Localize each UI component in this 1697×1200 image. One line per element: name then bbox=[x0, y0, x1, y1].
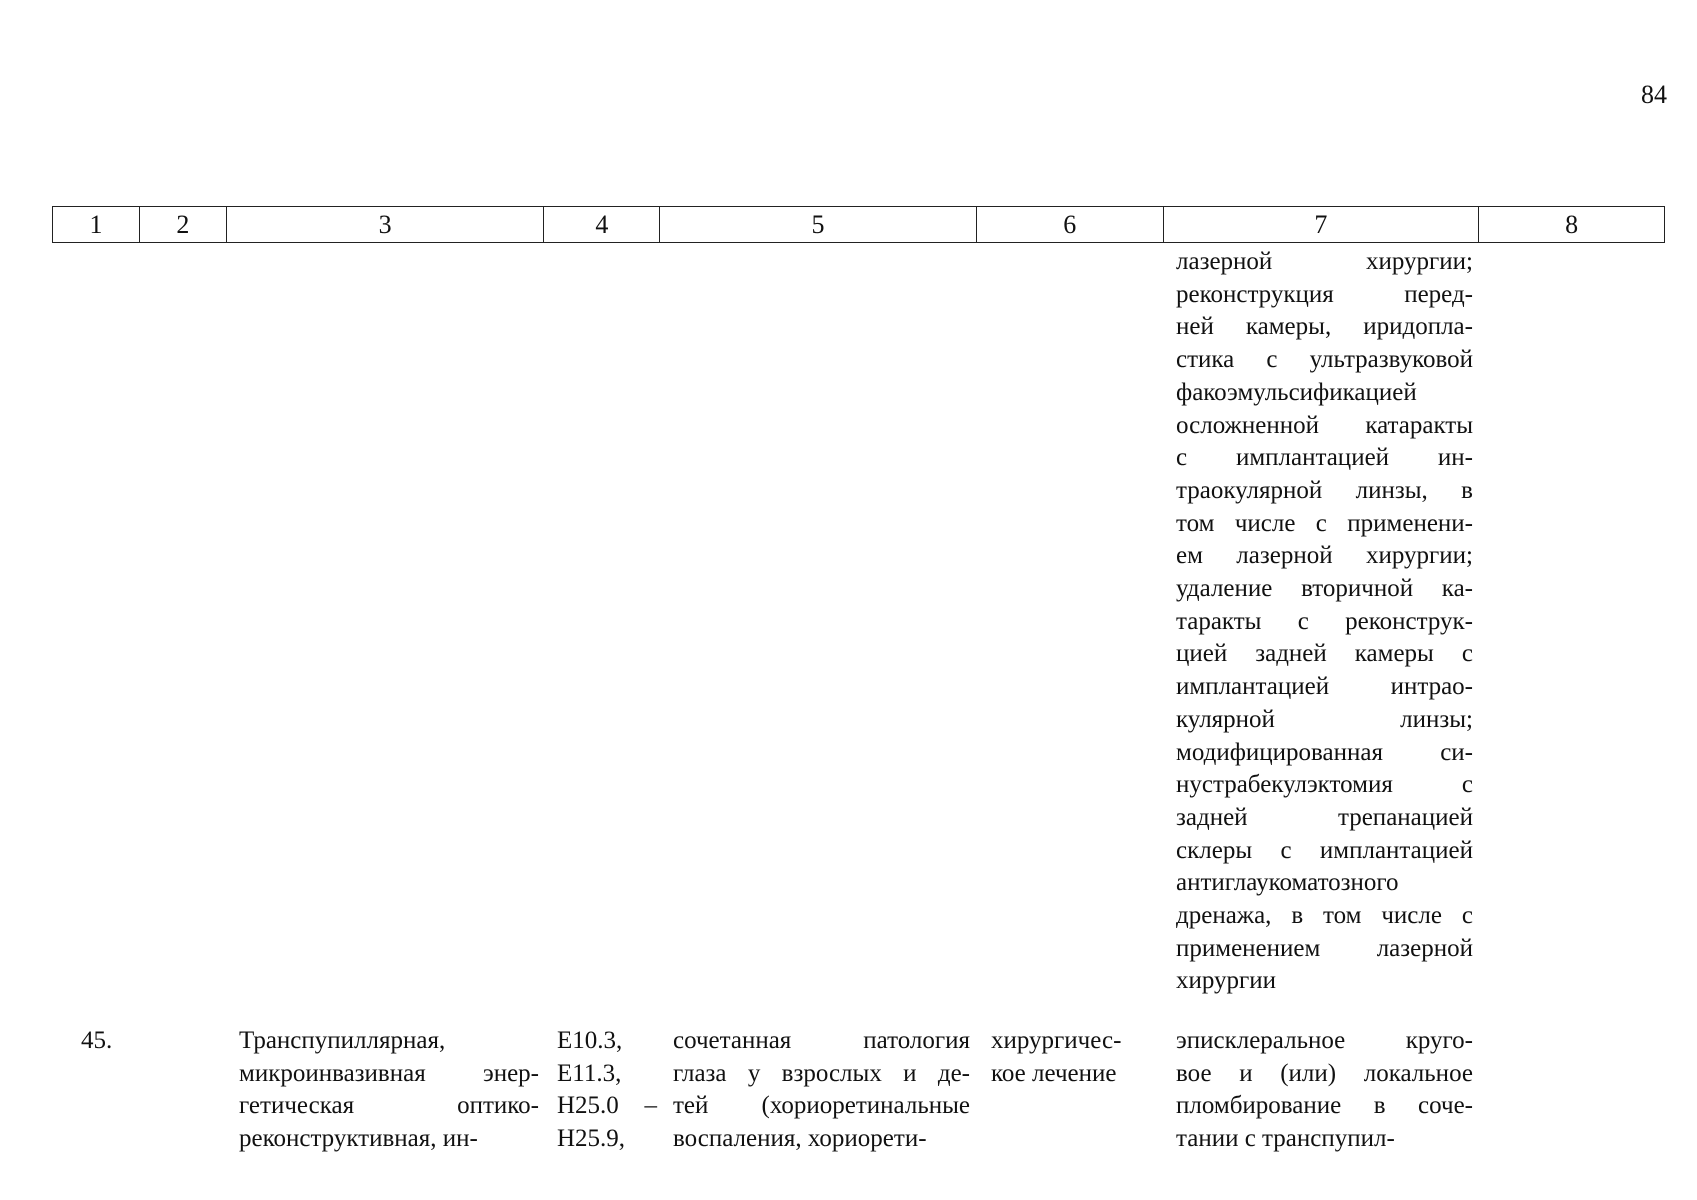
text-line: тании с транспупил- bbox=[1176, 1125, 1395, 1153]
header-cell-7: 7 bbox=[1163, 207, 1479, 242]
text-line: H25.0 – bbox=[557, 1092, 657, 1120]
text-line: глаза у взрослых и де- bbox=[673, 1059, 970, 1087]
text-line: реконструкция перед- bbox=[1176, 280, 1473, 308]
text-line: склеры с имплантацией bbox=[1176, 836, 1473, 864]
row-45-treatment-method bbox=[1176, 1025, 1473, 1156]
row-number-text: 45. bbox=[81, 1027, 113, 1054]
text-line: модифицированная си- bbox=[1176, 738, 1473, 766]
text-line: микроинвазивная энер- bbox=[239, 1059, 539, 1087]
text-line: ем лазерной хирургии; bbox=[1176, 542, 1473, 570]
text-line: вое и (или) локальное bbox=[1176, 1059, 1473, 1087]
text-line: ней камеры, иридопла- bbox=[1176, 313, 1473, 341]
text-line: цией задней камеры с bbox=[1176, 640, 1473, 668]
text-line: задней трепанацией bbox=[1176, 803, 1473, 831]
header-cell-3: 3 bbox=[226, 207, 544, 242]
text-line: E10.3, bbox=[557, 1027, 623, 1054]
text-line: E11.3, bbox=[557, 1059, 622, 1087]
row-45-number bbox=[81, 1025, 161, 1058]
text-line: H25.9, bbox=[557, 1125, 626, 1153]
header-cell-8: 8 bbox=[1478, 207, 1664, 242]
text-line: кое лечение bbox=[991, 1059, 1117, 1087]
header-cell-4: 4 bbox=[543, 207, 659, 242]
text-line: имплантацией интрао- bbox=[1176, 673, 1473, 701]
row-45-treatment-type bbox=[991, 1025, 1141, 1090]
row-45-method-name bbox=[239, 1025, 539, 1156]
continuation-col7-text bbox=[1176, 246, 1473, 998]
page-number: 84 bbox=[1641, 80, 1667, 109]
text-line: с имплантацией ин- bbox=[1176, 444, 1473, 472]
text-line: кулярной линзы; bbox=[1176, 705, 1473, 733]
text-line: антиглаукоматозного bbox=[1176, 869, 1399, 897]
text-line: сочетанная патология bbox=[673, 1027, 970, 1054]
text-line: стика с ультразвуковой bbox=[1176, 346, 1473, 374]
header-cell-5: 5 bbox=[659, 207, 976, 242]
text-line: осложненной катаракты bbox=[1176, 411, 1473, 439]
text-line: пломбирование в соче- bbox=[1176, 1092, 1473, 1120]
text-line: тей (хориоретинальные bbox=[673, 1092, 970, 1120]
column-number-header bbox=[52, 206, 1665, 243]
text-line: лазерной хирургии; bbox=[1176, 248, 1473, 275]
text-line: реконструктивная, ин- bbox=[239, 1125, 478, 1153]
text-line: том числе с применени- bbox=[1176, 509, 1473, 537]
text-line: Транспупиллярная, bbox=[239, 1027, 446, 1054]
row-45-patient-model bbox=[673, 1025, 970, 1156]
text-line: хирургии bbox=[1176, 967, 1277, 995]
text-line: гетическая оптико- bbox=[239, 1092, 539, 1120]
text-line: нустрабекулэктомия с bbox=[1176, 771, 1473, 799]
header-cell-2: 2 bbox=[139, 207, 226, 242]
text-line: факоэмульсификацией bbox=[1176, 378, 1417, 406]
text-line: воспаления, хориорети- bbox=[673, 1125, 927, 1153]
text-line: удаление вторичной ка- bbox=[1176, 575, 1473, 603]
header-cell-6: 6 bbox=[976, 207, 1163, 242]
text-line: таракты с реконструк- bbox=[1176, 607, 1473, 635]
text-line: траокулярной линзы, в bbox=[1176, 476, 1473, 504]
text-line: хирургичес- bbox=[991, 1027, 1122, 1054]
header-cell-1: 1 bbox=[89, 209, 103, 239]
text-line: дренажа, в том числе с bbox=[1176, 902, 1473, 930]
text-line: эписклеральное круго- bbox=[1176, 1027, 1473, 1054]
row-45-icd-codes bbox=[557, 1025, 657, 1156]
text-line: применением лазерной bbox=[1176, 934, 1473, 962]
